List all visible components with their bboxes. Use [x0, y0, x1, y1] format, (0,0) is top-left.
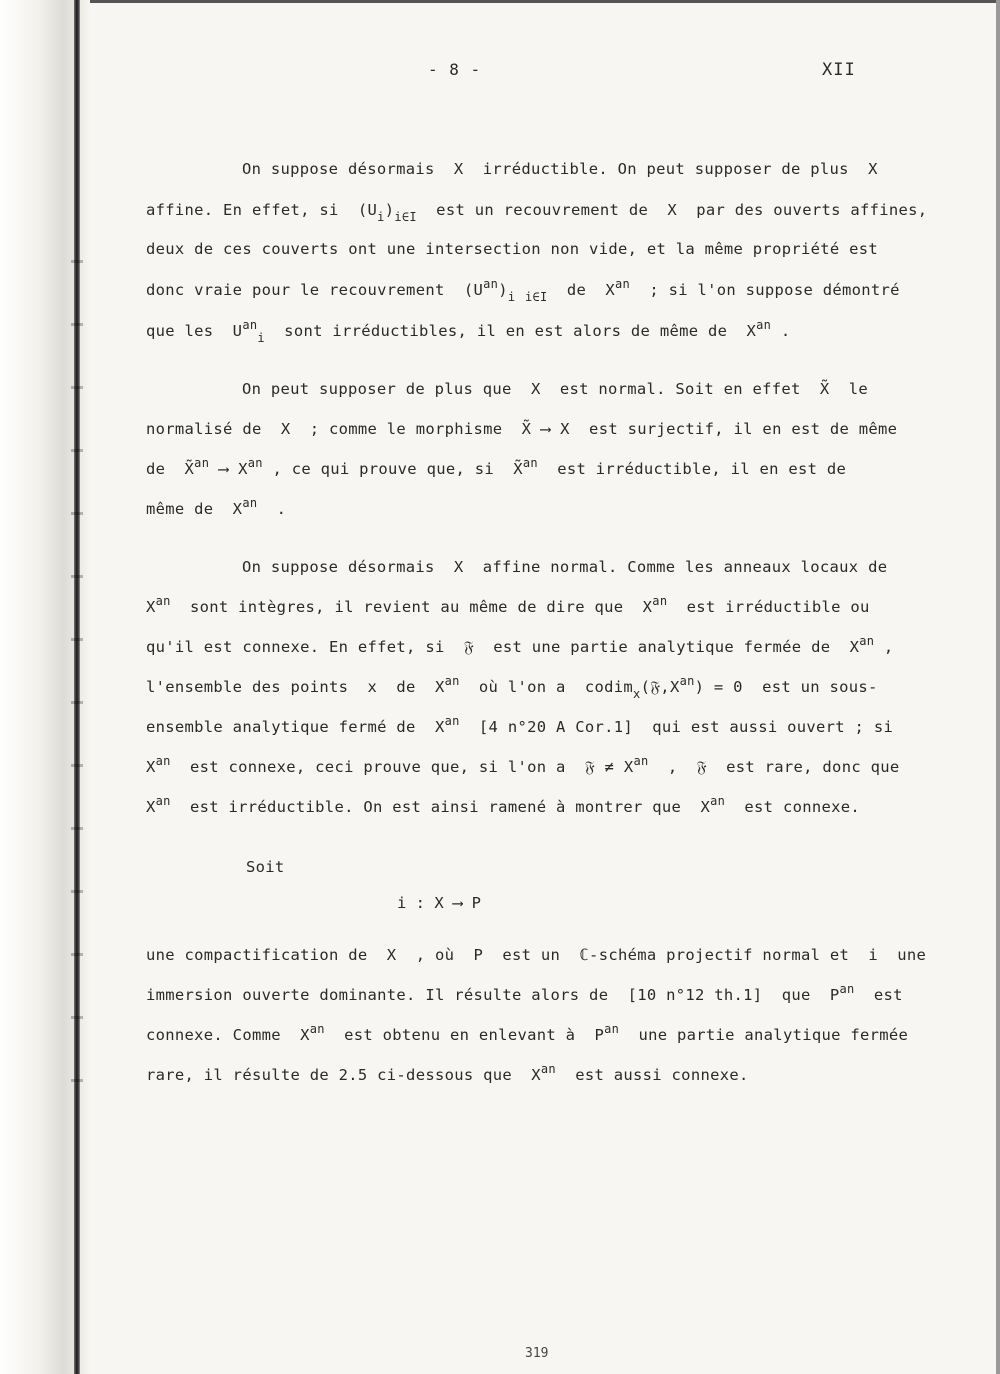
text: est irréductible, il en est de — [537, 460, 847, 478]
p4-line-3 — [146, 982, 956, 1004]
top-edge — [90, 0, 1000, 3]
subscript: i∈I — [525, 290, 548, 304]
text: est irréductible ou — [667, 598, 870, 616]
subscript: i — [377, 210, 385, 224]
text: rare, il résulte de 2.5 ci-dessous que X — [146, 1066, 541, 1084]
text: de X̃ — [146, 460, 195, 478]
text: immersion ouverte dominante. Il résulte alors de [10 n°12 th.1] que P — [146, 986, 840, 1004]
superscript: an — [247, 456, 263, 470]
text: sont intègres, il revient au même de dire que X — [170, 598, 653, 616]
superscript: an — [155, 754, 171, 768]
p1-line-3: deux de ces couverts ont une intersection non vide, et la même propriété est — [146, 240, 879, 258]
text: ensemble analytique fermé de X — [146, 718, 445, 736]
text: est — [854, 986, 903, 1004]
superscript: an — [615, 277, 631, 291]
text: ) = 0 est un sous- — [694, 678, 878, 696]
p3-line-1: On suppose désormais X affine normal. Comme les anneaux locaux de — [242, 558, 888, 576]
text: X — [146, 798, 156, 816]
superscript: an — [679, 674, 695, 688]
subscript: i — [257, 331, 265, 345]
p1-line-1: On suppose désormais X irréductible. On peut supposer de plus X — [242, 160, 878, 178]
p3-line-3 — [146, 634, 956, 657]
p2-line-3 — [146, 456, 956, 478]
text: est connexe. — [725, 798, 861, 816]
text: ⟶ X — [209, 460, 248, 478]
display-formula: i : X ⟶ P — [397, 894, 481, 912]
text: , ce qui prouve que, si X̃ — [262, 460, 523, 478]
text: , 𝔉 est rare, donc que — [648, 758, 900, 776]
text: X — [146, 598, 156, 616]
text: est connexe, ceci prouve que, si l'on a 𝔉 ≠ X — [170, 758, 634, 776]
p4-line-4 — [146, 1022, 956, 1044]
p4-line-2: une compactification de X , où P est un ℂ-schéma projectif normal et i une — [146, 946, 927, 964]
superscript: an — [444, 714, 460, 728]
subscript: i∈I — [394, 210, 417, 224]
p3-line-6 — [146, 754, 956, 777]
p3-line-2 — [146, 594, 956, 616]
text: l'ensemble des points x de X — [146, 678, 445, 696]
text: . — [257, 500, 287, 518]
p3-line-4 — [146, 674, 956, 701]
text: (𝔉,X — [640, 678, 680, 696]
text: ) — [384, 201, 395, 219]
text: une partie analytique fermée — [619, 1026, 909, 1044]
superscript: an — [444, 674, 460, 688]
text: connexe. Comme X — [146, 1026, 310, 1044]
page-number: - 8 - — [428, 60, 482, 79]
text: affine. En effet, si (U — [146, 201, 378, 219]
superscript: an — [242, 496, 258, 510]
p4-line-1: Soit — [246, 858, 285, 876]
p1-line-2 — [146, 201, 956, 224]
text: est aussi connexe. — [555, 1066, 749, 1084]
p3-line-7 — [146, 794, 956, 816]
p2-line-2: normalisé de X ; comme le morphisme X̃ ⟶ X est surjectif, il en est de même — [146, 420, 898, 438]
subscript: x — [633, 687, 641, 701]
p2-line-4 — [146, 496, 956, 518]
p1-line-5 — [146, 318, 956, 345]
superscript: an — [194, 456, 210, 470]
chapter-number: XII — [822, 60, 856, 80]
text: de X — [547, 281, 616, 299]
text: ; si l'on suppose démontré — [630, 281, 900, 299]
superscript: an — [155, 794, 171, 808]
text: même de X — [146, 500, 243, 518]
text: X — [146, 758, 156, 776]
text: . — [771, 322, 791, 340]
subscript: i — [507, 290, 516, 304]
text: est irréductible. On est ainsi ramené à montrer que X — [170, 798, 711, 816]
superscript: an — [483, 277, 499, 291]
p1-line-4 — [146, 277, 956, 304]
superscript: an — [155, 594, 171, 608]
superscript: an — [652, 594, 668, 608]
superscript: an — [242, 318, 258, 332]
superscript: an — [710, 794, 726, 808]
superscript: an — [522, 456, 538, 470]
text: qu'il est connexe. En effet, si 𝔉 est une partie analytique fermée de X — [146, 638, 860, 656]
folio-number: 319 — [525, 1346, 549, 1361]
superscript: an — [540, 1062, 556, 1076]
text: sont irréductibles, il en est alors de même de X — [264, 322, 757, 340]
p3-line-5 — [146, 714, 956, 736]
text: [4 n°20 A Cor.1] qui est aussi ouvert ; si — [459, 718, 894, 736]
text: que les U — [146, 322, 243, 340]
superscript: an — [604, 1022, 620, 1036]
text: est un recouvrement de X par des ouverts affines, — [416, 201, 928, 219]
superscript: an — [839, 982, 855, 996]
text: est obtenu en enlevant à P — [324, 1026, 605, 1044]
text: ) — [498, 281, 508, 299]
superscript: an — [309, 1022, 325, 1036]
text: , — [874, 638, 894, 656]
text: donc vraie pour le recouvrement (U — [146, 281, 484, 299]
superscript: an — [756, 318, 772, 332]
text: où l'on a codim — [459, 678, 634, 696]
superscript: an — [633, 754, 649, 768]
superscript: an — [859, 634, 875, 648]
p2-line-1: On peut supposer de plus que X est normal. Soit en effet X̃ le — [242, 380, 869, 398]
right-edge — [996, 0, 1000, 1374]
binding-edge — [74, 0, 80, 1374]
p4-line-5 — [146, 1062, 956, 1084]
